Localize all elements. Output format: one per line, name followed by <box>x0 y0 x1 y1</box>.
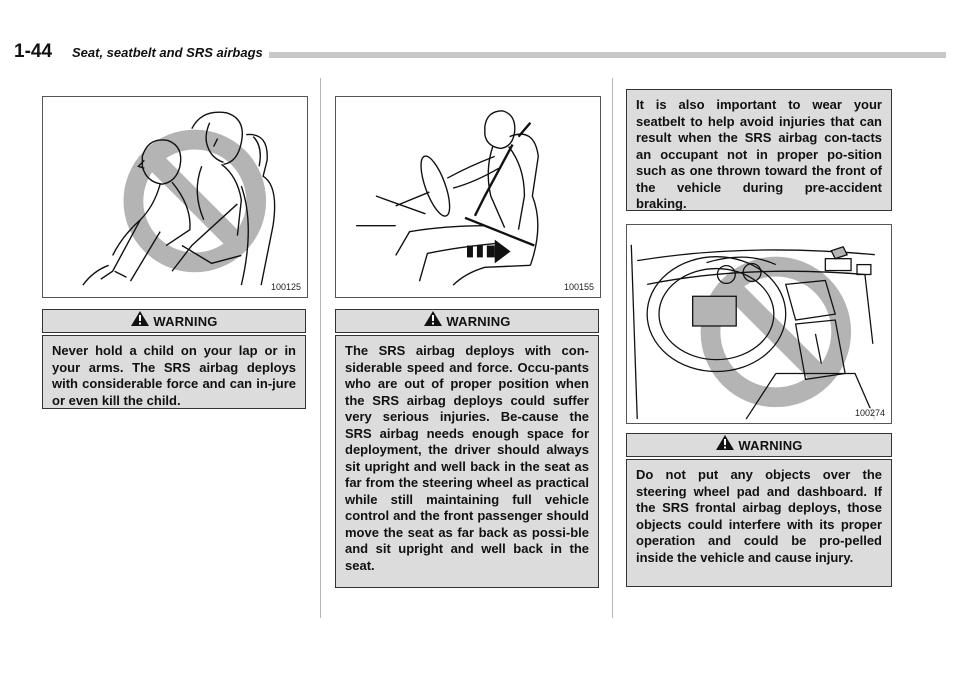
page-number: 1-44 <box>14 41 53 62</box>
steering-pad-object <box>693 296 737 326</box>
warning-label: WARNING <box>153 313 218 329</box>
warning-label: WARNING <box>446 313 511 329</box>
figure-child-on-lap <box>42 96 308 298</box>
warning-triangle-icon <box>130 310 150 327</box>
warning-text-position: The SRS airbag deploys with con-siderable speed and force. Occu-pants who are out of proper position when the SRS airbag deploys could suffer very serious injuries. Be-cause the SRS airbag needs enough space for deployment, the driver should always sit upright and well back in the seat as far from the steering wheel as practical while still maintaining full vehicle control and the front passenger should move the seat as far back as possi-ble and sit upright and well back in the seat. <box>335 335 599 588</box>
forward-arrow-icon <box>467 240 511 264</box>
prohibition-symbol <box>133 140 256 263</box>
figure-dashboard <box>626 224 892 424</box>
figure-number: 100125 <box>270 282 301 292</box>
driver-position-illustration <box>336 97 600 297</box>
warning-header <box>335 309 599 333</box>
figure-number: 100274 <box>854 408 885 418</box>
warning-header <box>42 309 306 333</box>
driver-drawing <box>356 111 538 285</box>
warning-triangle-icon <box>423 310 443 327</box>
dashboard-object <box>831 247 847 259</box>
child-on-lap-illustration <box>43 97 307 297</box>
column-divider-left <box>320 78 321 618</box>
info-text-seatbelt: It is also important to wear your seatbelt to help avoid injuries that can result when the SRS airbag con-tacts an occupant not in proper po-sition such as one thrown toward the front of the vehicle during pre-accident braking. <box>626 89 892 211</box>
warning-header <box>626 433 892 457</box>
figure-number: 100155 <box>563 282 594 292</box>
warning-text-objects: Do not put any objects over the steering wheel pad and dashboard. If the SRS frontal airbag deploys, those objects could interfere with its proper operation and could be pro-pelled inside the vehicle and cause injury. <box>626 459 892 587</box>
section-title: Seat, seatbelt and SRS airbags <box>72 44 269 62</box>
column-divider-right <box>612 78 613 618</box>
page-header <box>14 40 946 66</box>
warning-label: WARNING <box>738 437 803 453</box>
dashboard-illustration <box>627 225 891 423</box>
warning-triangle-icon <box>715 434 735 451</box>
warning-text-child: Never hold a child on your lap or in your arms. The SRS airbag deploys with considerable force and can in-jure or even kill the child. <box>42 335 306 409</box>
figure-driver-position <box>335 96 601 298</box>
